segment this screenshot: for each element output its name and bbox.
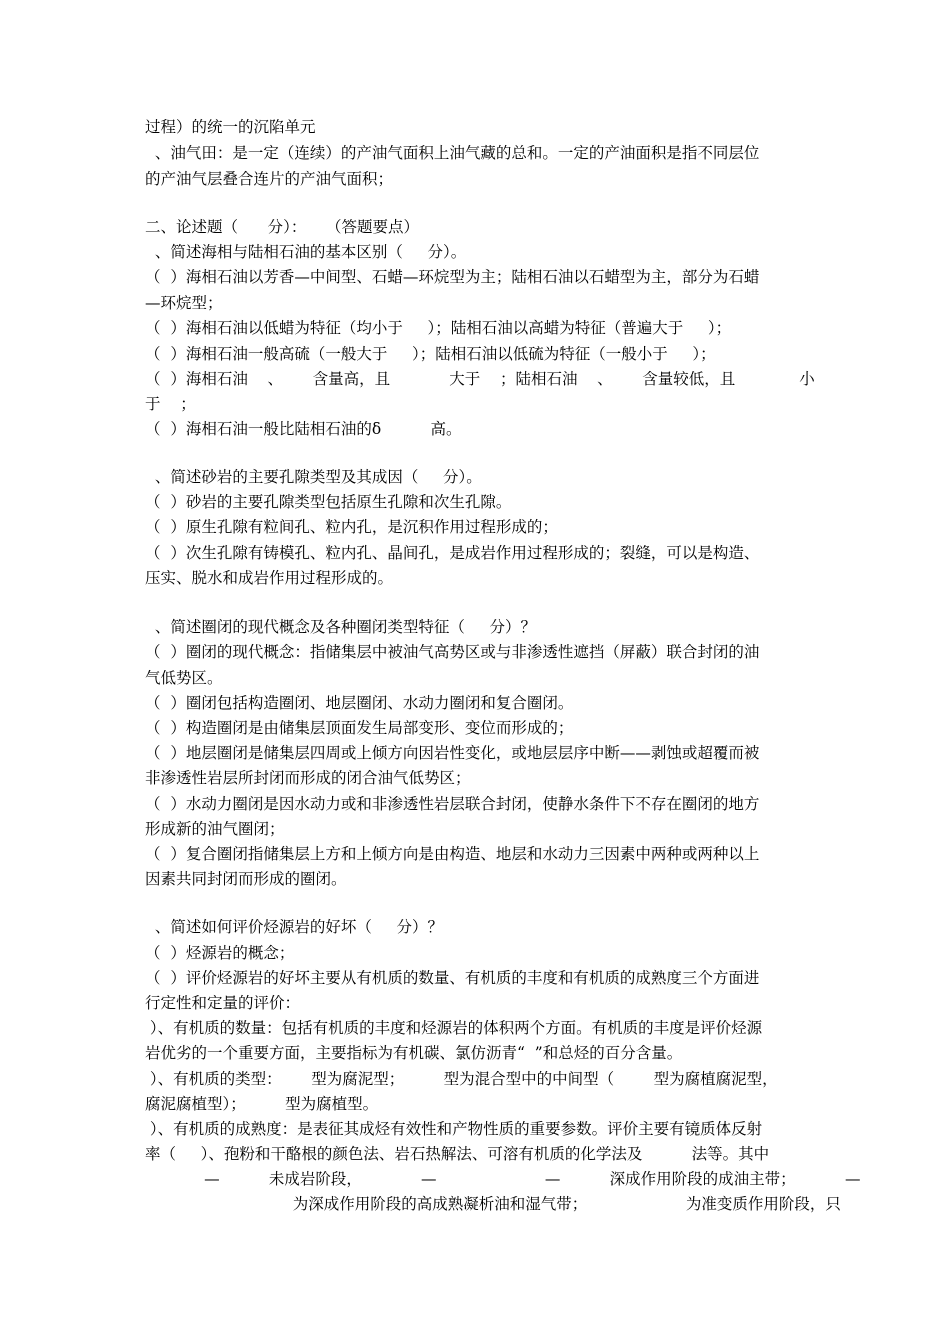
text-line: （ ）海相石油一般比陆相石油的δ 高。 (145, 420, 462, 438)
text-line: 行定性和定量的评价： (145, 994, 301, 1012)
text-line: — 未成岩阶段， — — 深成作用阶段的成油主带； — (145, 1170, 861, 1188)
text-line: 因素共同封闭而形成的圈闭。 (145, 870, 347, 888)
text-line: 非渗透性岩层所封闭而形成的闭合油气低势区； (145, 769, 471, 787)
text-line: 、油气田：是一定（连续）的产油气面积上油气藏的总和。一定的产油面积是指不同层位 (145, 144, 760, 162)
text-line: （ ）烃源岩的概念； (145, 944, 295, 962)
text-line: （ ）评价烃源岩的好坏主要从有机质的数量、有机质的丰度和有机质的成熟度三个方面进 (145, 969, 760, 987)
text-line: （ ）海相石油以芳香—中间型、石蜡—环烷型为主；陆相石油以石蜡型为主，部分为石蜡 (145, 268, 760, 286)
text-line: 腐泥腐植型）； 型为腐植型。 (145, 1095, 379, 1113)
question-title: 、简述圈闭的现代概念及各种圈闭类型特征（ 分）？ (145, 618, 536, 636)
text-line: 压实、脱水和成岩作用过程形成的。 (145, 569, 394, 587)
text-line: 气低势区。 (145, 669, 223, 687)
text-line: （ ）海相石油以低蜡为特征（均小于 ）；陆相石油以高蜡为特征（普遍大于 ）； (145, 319, 732, 337)
text-line: ）、有机质的成熟度：是表征其成烃有效性和产物性质的重要参数。评价主要有镜质体反射 (145, 1120, 763, 1138)
text-line: 为深成作用阶段的高成熟凝析油和湿气带； 为准变质作用阶段，只 (145, 1195, 841, 1213)
text-line: ）、有机质的数量：包括有机质的丰度和烃源岩的体积两个方面。有机质的丰度是评价烃源 (145, 1019, 763, 1037)
text-line: （ ）构造圈闭是由储集层顶面发生局部变形、变位而形成的； (145, 719, 574, 737)
text-line: （ ）次生孔隙有铸模孔、粒内孔、晶间孔，是成岩作用过程形成的；裂缝，可以是构造、 (145, 544, 760, 562)
text-line: （ ）海相石油一般高硫（一般大于 ）；陆相石油以低硫为特征（一般小于 ）； (145, 345, 716, 363)
question-title: 、简述海相与陆相石油的基本区别（ 分）。 (145, 243, 467, 261)
question-title: 、简述砂岩的主要孔隙类型及其成因（ 分）。 (145, 468, 482, 486)
text-line: （ ）地层圈闭是储集层四周或上倾方向因岩性变化，或地层层序中断——剥蚀或超覆而被 (145, 744, 760, 762)
text-line: （ ）圈闭包括构造圈闭、地层圈闭、水动力圈闭和复合圈闭。 (145, 694, 574, 712)
text-line: （ ）圈闭的现代概念：指储集层中被油气高势区或与非渗透性遮挡（屏蔽）联合封闭的油 (145, 643, 760, 661)
text-line: ）、有机质的类型： 型为腐泥型； 型为混合型中的中间型（ 型为腐植腐泥型， (145, 1070, 778, 1088)
text-line: （ ）海相石油 、 含量高，且 大于 ；陆相石油 、 含量较低，且 小 (145, 370, 815, 388)
text-line: 形成新的油气圈闭； (145, 820, 285, 838)
section-heading: 二、论述题（ 分）： （答题要点） (145, 218, 420, 236)
text-line: 过程）的统一的沉陷单元 (145, 118, 316, 136)
text-line: （ ）复合圈闭指储集层上方和上倾方向是由构造、地层和水动力三因素中两种或两种以上 (145, 845, 760, 863)
text-line: 于 ； (145, 395, 196, 413)
text-line: 岩优劣的一个重要方面，主要指标为有机碳、氯仿沥青“ ”和总烃的百分含量。 (145, 1044, 683, 1062)
question-title: 、简述如何评价烃源岩的好坏（ 分）？ (145, 918, 443, 936)
text-line: （ ）砂岩的主要孔隙类型包括原生孔隙和次生孔隙。 (145, 493, 512, 511)
text-line: （ ）原生孔隙有粒间孔、粒内孔，是沉积作用过程形成的； (145, 518, 558, 536)
text-line: —环烷型； (145, 294, 223, 312)
text-line: （ ）水动力圈闭是因水动力或和非渗透性岩层联合封闭，使静水条件下不存在圈闭的地方 (145, 795, 760, 813)
text-line: 的产油气层叠合连片的产油气面积； (145, 170, 394, 188)
text-line: 率（ ）、孢粉和干酪根的颜色法、岩石热解法、可溶有机质的化学法及 法等。其中 (145, 1145, 770, 1163)
